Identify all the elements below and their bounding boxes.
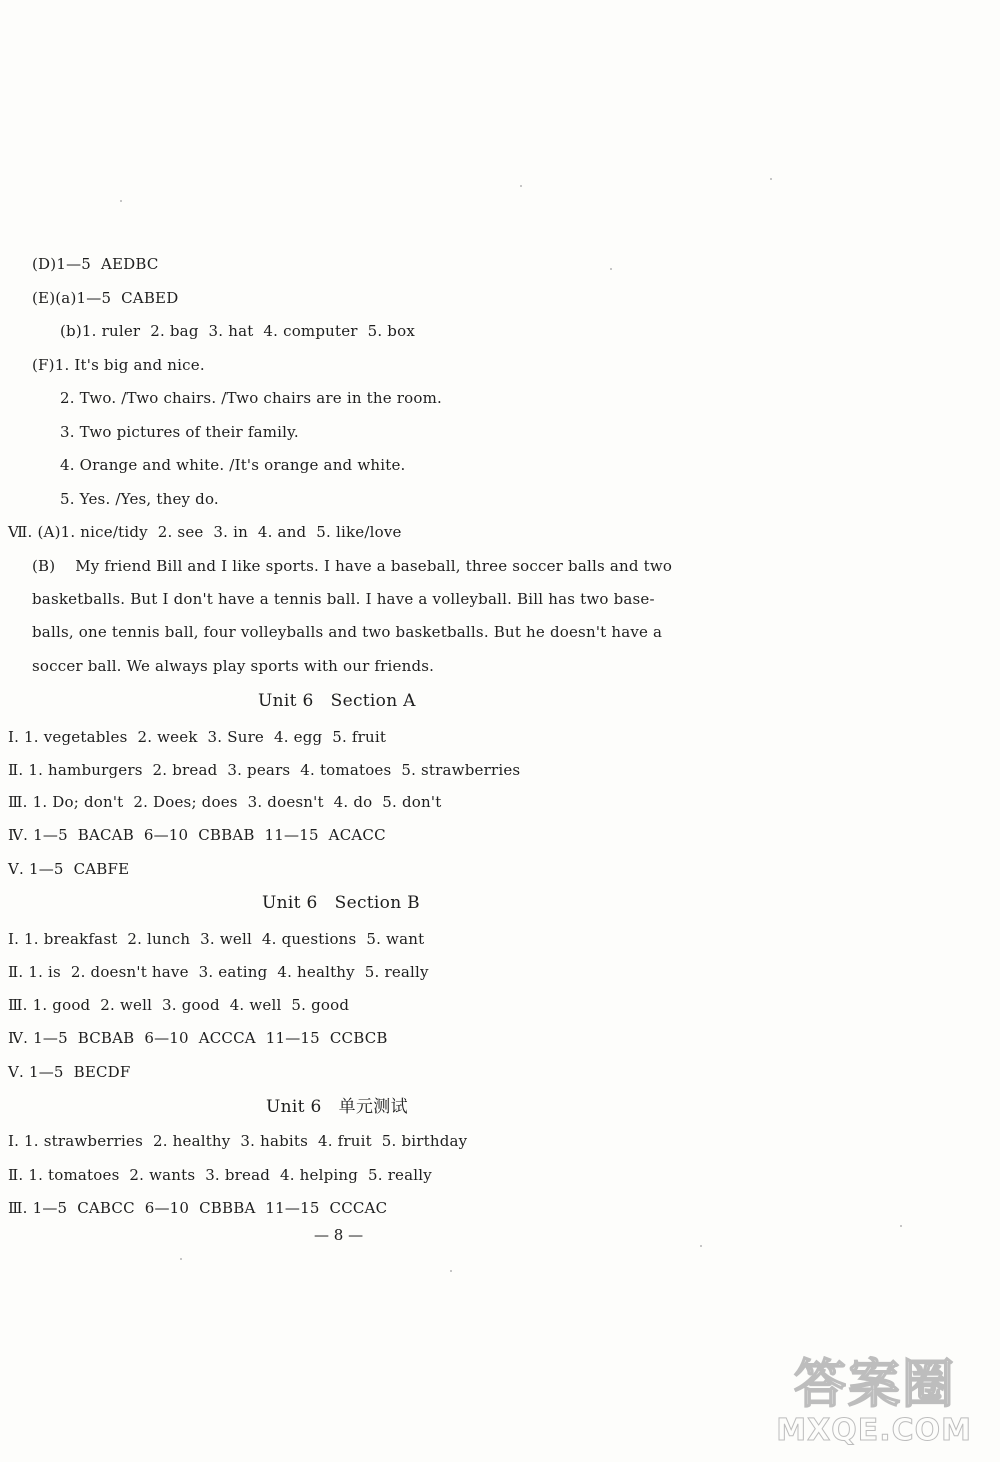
answer-f4: 4. Orange and white. /It's orange and white.: [60, 456, 406, 474]
section-a-item: Ⅲ. 1. Do; don't 2. Does; does 3. doesn't 4. do 5. don't: [8, 793, 442, 811]
answer-f5: 5. Yes. /Yes, they do.: [60, 490, 219, 508]
scan-speck: [770, 178, 772, 180]
scan-speck: [900, 1225, 902, 1227]
answer-e-a: (E)(a)1—5 CABED: [32, 289, 179, 307]
scan-speck: [520, 185, 522, 187]
section-b-title: Unit 6 Section B: [262, 893, 420, 913]
section-b-item: Ⅴ. 1—5 BECDF: [8, 1063, 131, 1081]
unit-test-item: Ⅲ. 1—5 CABCC 6—10 CBBBA 11—15 CCCAC: [8, 1199, 388, 1217]
passage-line: soccer ball. We always play sports with our friends.: [32, 657, 435, 675]
answer-d: (D)1—5 AEDBC: [32, 255, 159, 273]
passage-line: basketballs. But I don't have a tennis ball. I have a volleyball. Bill has two base-: [32, 590, 655, 608]
section-a-item: Ⅱ. 1. hamburgers 2. bread 3. pears 4. tomatoes 5. strawberries: [8, 761, 521, 779]
answer-f3: 3. Two pictures of their family.: [60, 423, 299, 441]
scan-speck: [120, 200, 122, 202]
section-b-item: Ⅱ. 1. is 2. doesn't have 3. eating 4. healthy 5. really: [8, 963, 429, 981]
section-a-item: Ⅳ. 1—5 BACAB 6—10 CBBAB 11—15 ACACC: [8, 826, 386, 844]
section-a-title: Unit 6 Section A: [258, 691, 416, 711]
section-a-item: Ⅴ. 1—5 CABFE: [8, 860, 130, 878]
watermark-logo: [686, 1342, 986, 1452]
answer-vii-a: Ⅶ. (A)1. nice/tidy 2. see 3. in 4. and 5. like/love: [8, 523, 402, 541]
page-number: — 8 —: [314, 1226, 364, 1244]
section-b-item: Ⅰ. 1. breakfast 2. lunch 3. well 4. questions 5. want: [8, 930, 425, 948]
scan-speck: [180, 1258, 182, 1260]
section-a-item: Ⅰ. 1. vegetables 2. week 3. Sure 4. egg 5. fruit: [8, 728, 387, 746]
answer-f1: (F)1. It's big and nice.: [32, 356, 205, 374]
scan-speck: [450, 1270, 452, 1272]
scan-speck: [700, 1245, 702, 1247]
unit-test-item: Ⅰ. 1. strawberries 2. healthy 3. habits 4. fruit 5. birthday: [8, 1132, 468, 1150]
answer-e-b: (b)1. ruler 2. bag 3. hat 4. computer 5. box: [60, 322, 415, 340]
scan-speck: [610, 268, 612, 270]
unit-test-item: Ⅱ. 1. tomatoes 2. wants 3. bread 4. helping 5. really: [8, 1166, 432, 1184]
section-b-item: Ⅲ. 1. good 2. well 3. good 4. well 5. good: [8, 996, 350, 1014]
passage-line: (B) My friend Bill and I like sports. I have a baseball, three soccer balls and two: [32, 557, 673, 575]
answer-f2: 2. Two. /Two chairs. /Two chairs are in the room.: [60, 389, 443, 407]
watermark-url: MXQE.COM: [776, 1413, 972, 1448]
passage-line: balls, one tennis ball, four volleyballs and two basketballs. But he doesn't have a: [32, 623, 663, 641]
section-b-item: Ⅳ. 1—5 BCBAB 6—10 ACCCA 11—15 CCBCB: [8, 1029, 388, 1047]
unit-test-title: Unit 6 单元测试: [266, 1097, 408, 1117]
watermark-text: 答案圈: [793, 1355, 956, 1415]
